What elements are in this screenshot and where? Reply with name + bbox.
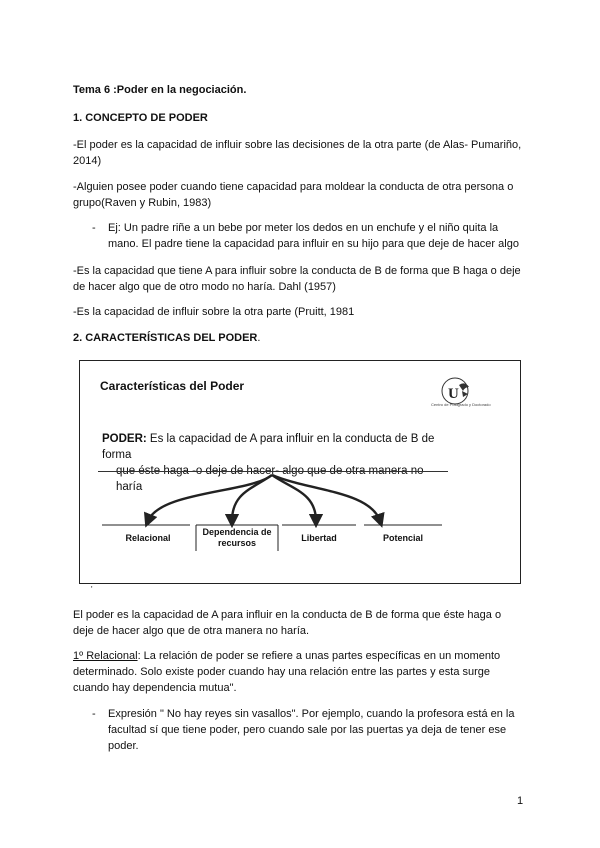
box-relacional: Relacional [125,533,171,543]
characteristics-figure [79,360,521,584]
section-heading-2 [73,330,260,347]
bullet-2-line-1: Expresión " No hay reyes sin vasallos". Por ejemplo, cuando la profesora está en la [108,708,515,720]
bullet-2-line-2: facultad sí que tiene poder, pero cuando sale por las puertas ya deja de tener ese [108,724,507,736]
bullet-1-line-2: mano. El padre tiene la capacidad para influir en su hijo para que deje de hacer algo [108,238,519,250]
paragraph-4: -Es la capacidad de influir sobre la otra parte (Pruitt, 1981 [73,306,355,318]
figure-title: Características del Poder [100,379,245,393]
document-title: Tema 6 :Poder en la negociación. [73,84,247,96]
stray-mark: ' [91,585,93,594]
paragraph-5-line-2: deje de hacer algo que de otra manera no haría. [73,625,310,637]
box-libertad: Libertad [301,533,337,543]
section-heading-2-dot: . [257,332,261,344]
arrow-to-potencial [272,475,380,521]
power-definition-line-1: Es la capacidad de A para influir en la conducta de B de forma [102,433,435,461]
section-heading-1: 1. CONCEPTO DE PODER [73,112,208,124]
paragraph-3-line-1: -Es la capacidad que tiene A para influir sobre la conducta de B de forma que B haga o deje [73,265,521,277]
paragraph-6-line-1-rest: : La relación de poder se refiere a unas partes específicas en un momento [137,650,501,662]
box-potencial: Potencial [382,533,423,543]
arrow-to-dependencia [232,475,272,521]
power-definition-line-2: que éste haga -o deje de hacer- algo que de otra manera no haría [116,465,424,493]
paragraph-1-line-1: -El poder es la capacidad de influir sobre las decisiones de la otra parte (de Alas- Pumariño, [73,139,522,151]
university-logo-icon [425,371,505,415]
relacional-label: 1º Relacional [73,650,138,662]
paragraph-6-line-2: determinado. Solo existe poder cuando hay una relación entre las partes y esta surge [73,666,491,678]
arrow-to-relacional [148,475,272,521]
page-number: 1 [517,795,524,807]
logo-caption: Centro de Postgrado y Doctorado [431,402,491,407]
bullet-1-line-1: Ej: Un padre riñe a un bebe por meter los dedos en un enchufe y el niño quita la [108,222,499,234]
svg-text:U: U [448,386,459,402]
bullet-dash-2: - [92,708,96,720]
paragraph-2-line-1: -Alguien posee poder cuando tiene capacidad para moldear la conducta de otra persona o [73,181,514,193]
power-definition-lead: PODER: [102,433,147,445]
section-heading-2-text: 2. CARACTERÍSTICAS DEL PODER [73,332,258,344]
paragraph-1-line-2: 2014) [73,155,102,167]
paragraph-5-line-1: El poder es la capacidad de A para influir en la conducta de B de forma que éste haga o [73,609,502,621]
paragraph-2-line-2: grupo(Raven y Rubin, 1983) [73,197,212,209]
box-dependencia: Dependencia de recursos [202,527,272,548]
paragraph-3-line-2: de hacer algo que de otro modo no haría. Dahl (1957) [73,281,336,293]
bullet-2-line-3: poder. [108,740,139,752]
bullet-dash-1: - [92,222,96,234]
paragraph-6-line-1 [73,648,500,665]
diagram-arrows [80,471,520,581]
paragraph-6-line-3: cuando hay dependencia mutua". [73,682,237,694]
